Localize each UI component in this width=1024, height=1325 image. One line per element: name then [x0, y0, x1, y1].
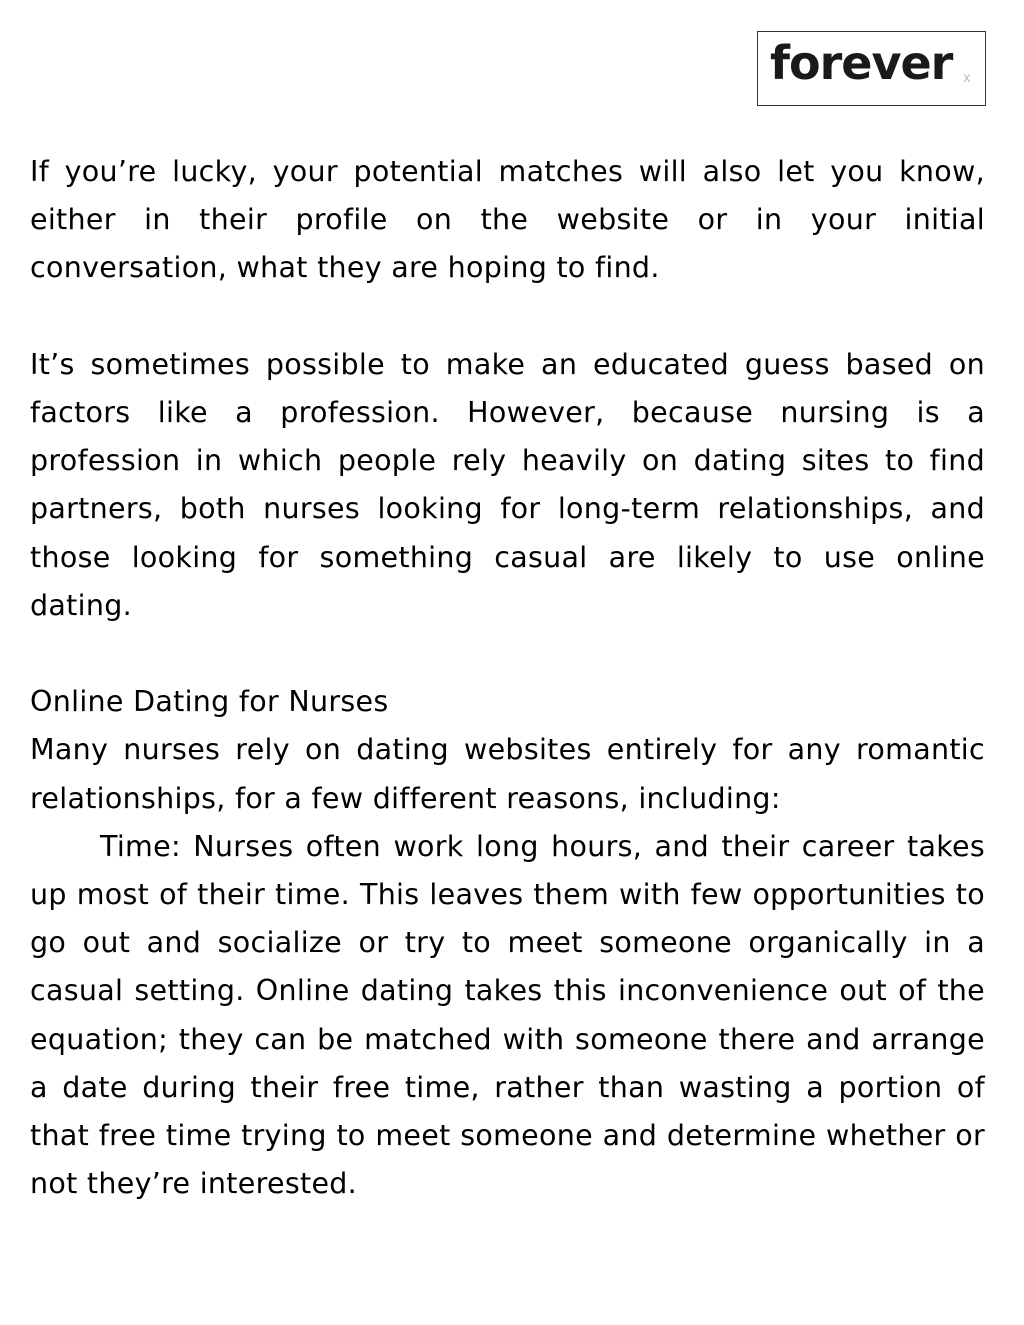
paragraph-reasons-intro: Many nurses rely on dating websites entirely for any romantic relationships, for a few different reasons, including:	[30, 733, 985, 815]
logo-suffix: x	[963, 71, 971, 86]
forever-logo	[757, 31, 986, 106]
paragraph-spacer	[30, 293, 985, 341]
section-heading: Online Dating for Nurses	[30, 685, 389, 719]
list-item-time: Time: Nurses often work long hours, and their career takes up most of their time. This leaves them with few opportunities to go out and socialize or try to meet someone organically in a casual setting. Online dating takes this inconvenience out of the equation; they can be matched with someone there and arrange a date during their free time, rather than wasting a portion of that free time trying to meet someone and determine whether or not they’re interested.	[30, 829, 985, 1201]
paragraph-spacer	[30, 630, 985, 678]
article-body	[30, 148, 985, 1208]
logo-wordmark: forever	[770, 36, 953, 90]
paragraph-profession: It’s sometimes possible to make an educated guess based on factors like a profession. However, because nursing is a profession in which people rely heavily on dating sites to find partners, both nurses looking for long-term relationships, and those looking for something casual are likely to use online dating.	[30, 347, 985, 622]
paragraph-matches: If you’re lucky, your potential matches will also let you know, either in their profile on the website or in your initial conversation, what they are hoping to find.	[30, 155, 985, 285]
